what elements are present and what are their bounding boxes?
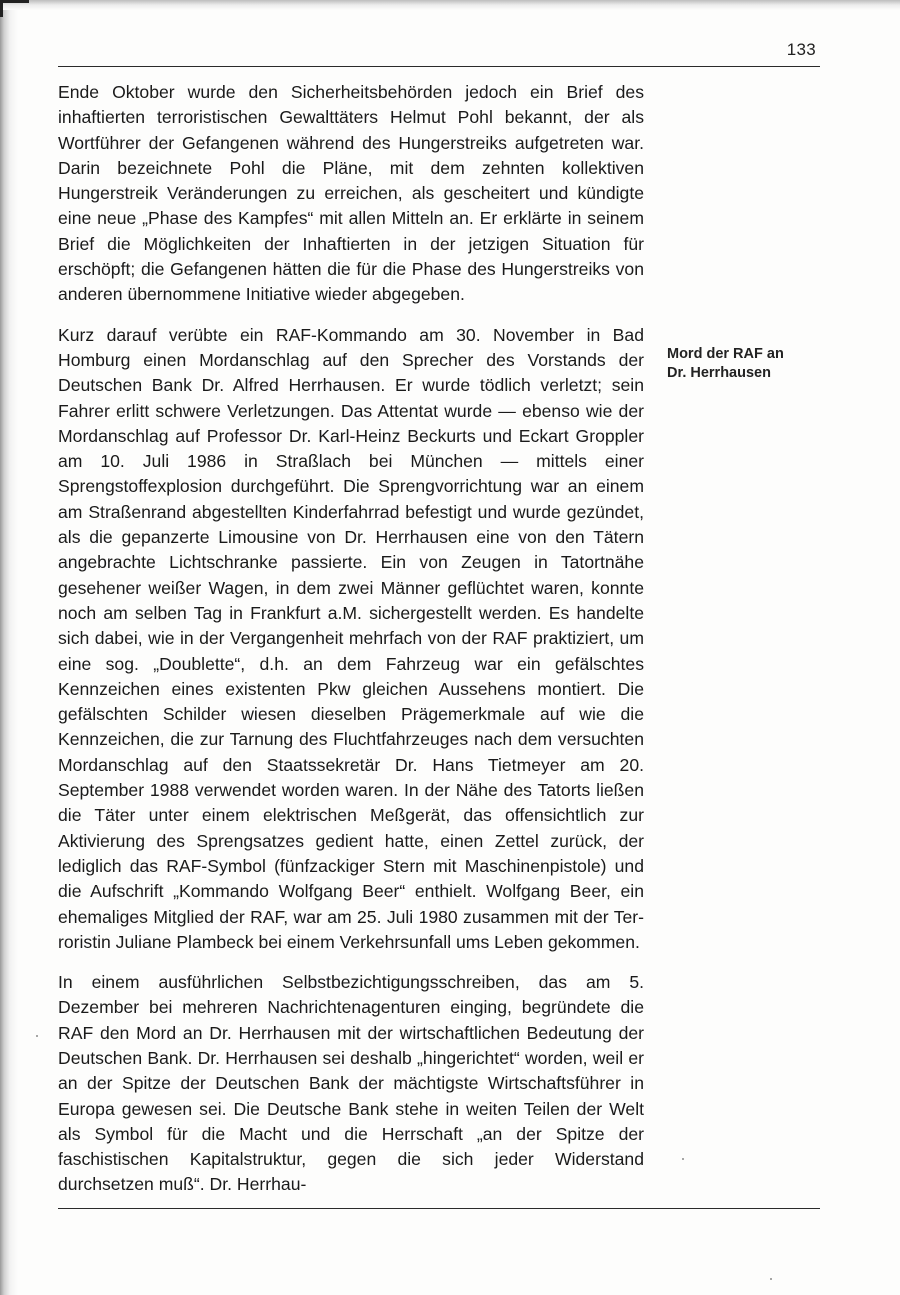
scan-shadow-top (0, 0, 900, 10)
scan-speck (682, 1158, 684, 1160)
scan-shadow-left (0, 0, 18, 1295)
footer-rule (58, 1208, 820, 1209)
page-number: 133 (786, 40, 816, 59)
margin-note (667, 345, 817, 383)
paragraph-claim-of-responsibility: In einem ausführlichen Selbstbezichtigungsschreiben, das am 5. Dezember bei mehreren Nachrichtenagenturen einging, begründete die RAF den Mord an Dr. Herrhausen mit der wirtschaftlichen Bedeutung der Deutschen Bank. Dr. Herrhausen sei deshalb „hingerichtet“ worden, weil er an der Spitze der Deutschen Bank der mächtigste Wirtschaftsführer in Europa gewesen sei. Die Deutsche Bank stehe in weiten Teilen der Welt als Symbol für die Macht und die Herrschaft „an der Spitze der faschistischen Kapitalstruktur, gegen die sich jeder Widerstand durchsetzen muß“. Dr. Herrhau- (58, 972, 644, 1195)
margin-note-line-1: Mord der RAF an (667, 346, 784, 362)
header-rule (58, 66, 820, 67)
scan-speck (770, 1278, 772, 1280)
scan-speck (36, 1035, 38, 1037)
body-text (58, 80, 644, 1198)
paragraph-herrhausen-attack: Kurz darauf verübte ein RAF-Kommando am 30. November in Bad Homburg einen Mordanschlag auf den Sprecher des Vorstands der Deutschen Bank Dr. Alfred Herrhausen. Er wurde tödlich verletzt; sein Fahrer erlitt schwere Verletzungen. Das Attentat wurde — ebenso wie der Mordanschlag auf Professor Dr. Karl-Heinz Beckurts und Eckart Groppler am 10. Juli 1986 in Straßlach bei München — mittels einer Sprengstoffexplosion durchgeführt. Die Sprengvorrichtung war an einem am Straßenrand abgestellten Kinderfahrrad befestigt und wurde gezündet, als die gepanzerte Limousine von Dr. Herrhausen eine von den Tätern angebrachte Lichtschranke passierte. Ein von Zeugen in Tatortnähe gesehener weißer Wagen, in dem zwei Männer geflüchtet waren, konnte noch am selben Tag in Frankfurt a.M. sichergestellt werden. Es handelte sich dabei, wie in der Vergangenheit mehrfach von der RAF praktiziert, um eine sog. „Doublette“, d.h. an dem Fahrzeug war ein gefälschtes Kennzeichen eines existenten Pkw gleichen Aussehens montiert. Die gefälschten Schilder wiesen dieselben Prägemerkmale auf wie die Kennzeichen, die zur Tarnung des Fluchtfahrzeuges nach dem versuchten Mordanschlag auf den Staatssekretär Dr. Hans Tietmeyer am 20. September 1988 verwendet worden waren. In der Nähe des Tatorts ließen die Täter unter einem elektrischen Meßgerät, das offensichtlich zur Aktivierung des Sprengsatzes gedient hatte, einen Zettel zurück, der lediglich das RAF-Symbol (fünfzackiger Stern mit Maschinenpistole) und die Aufschrift „Kommando Wolfgang Beer“ enthielt. Wolfgang Beer, ein ehemaliges Mitglied der RAF, war am 25. Juli 1980 zusammen mit der Terroristin Juliane Plambeck bei einem Verkehrsunfall ums Leben gekommen. (58, 324, 644, 952)
crop-corner-mark (0, 0, 29, 17)
paragraph-pohl-letter: Ende Oktober wurde den Sicherheitsbehörden jedoch ein Brief des inhaftierten terroristischen Gewalttäters Helmut Pohl bekannt, der als Wortführer der Gefangenen während des Hungerstreiks aufgetreten war. Darin bezeichnete Pohl die Pläne, mit dem zehnten kollektiven Hungerstreik Veränderungen zu erreichen, als gescheitert und kündigte eine neue „Phase des Kampfes“ mit allen Mitteln an. Er erklärte in seinem Brief die Möglichkeiten der Inhaftierten in der jetzigen Situation für erschöpft; die Gefangenen hätten die für die Phase des Hungerstreiks von anderen übernommene Initiative wieder abgegeben. (58, 82, 644, 305)
margin-note-line-2: Dr. Herrhausen (667, 365, 771, 381)
